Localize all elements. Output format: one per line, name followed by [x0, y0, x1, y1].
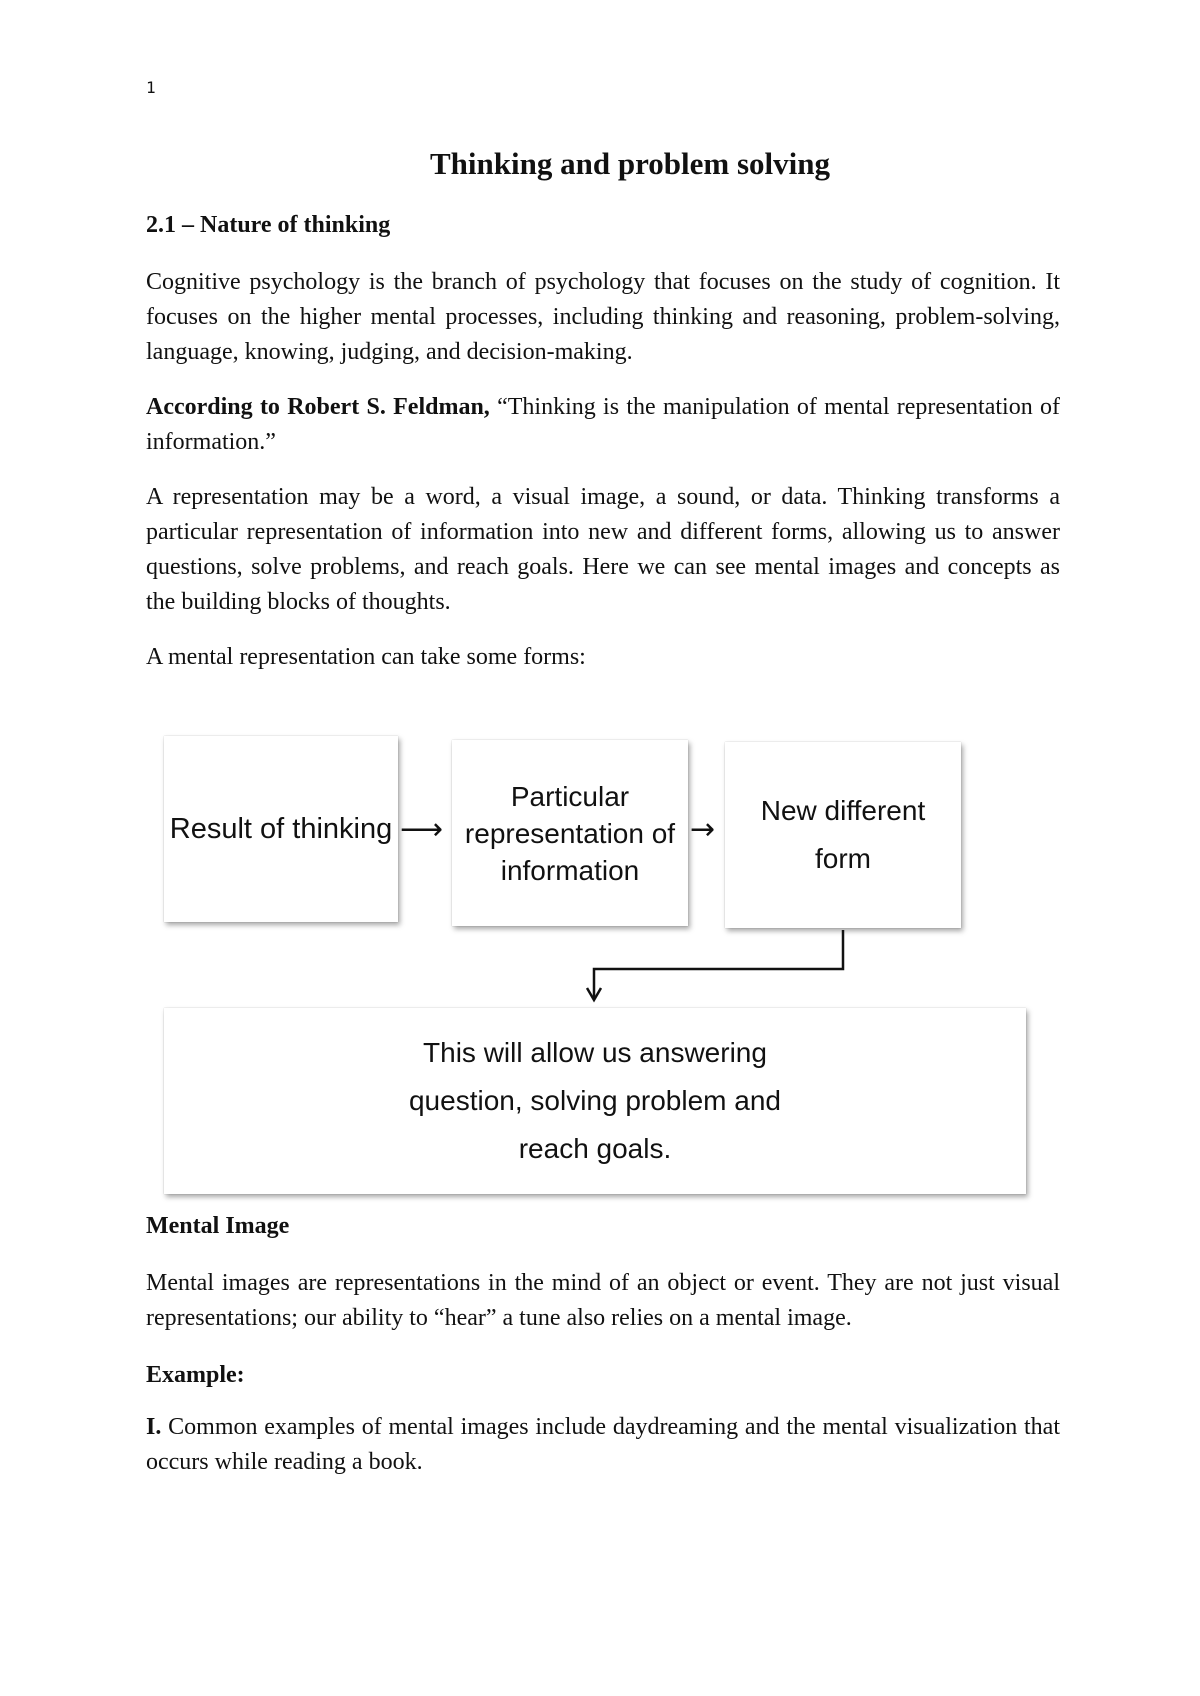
- mental-image-heading: Mental Image: [146, 1213, 290, 1239]
- diagram-box-particular-line-3: information: [500, 854, 640, 886]
- diagram-box-outcome: [164, 1008, 1026, 1194]
- page-title: Thinking and problem solving: [429, 146, 830, 181]
- page-number: 1: [146, 78, 156, 97]
- diagram-box-result-label: Result of thinking: [169, 812, 393, 845]
- paragraph-mental-image: Mental images are representations in the mind of an object or event. They are not just visual representations; our ability to “hear” a tune also relies on a mental image.: [146, 1270, 1060, 1331]
- arrow-right-icon: →: [690, 812, 716, 847]
- diagram-box-new-form-line-2: form: [815, 843, 871, 874]
- diagram-box-outcome-line-1: This will allow us answering: [423, 1037, 767, 1068]
- diagram-box-outcome-line-2: question, solving problem and: [408, 1085, 781, 1116]
- paragraph-representation: A representation may be a word, a visual image, a sound, or data. Thinking transforms a particular representation of information into new and different forms, allowing us to answer questions, solve problems, and reach goals. Here we can see mental images and concepts as the building blocks of thoughts.: [146, 484, 1060, 615]
- example-1-text: Common examples of mental images include daydreaming and the mental visualization that occurs while reading a book.: [146, 1414, 1060, 1475]
- example-heading: Example:: [146, 1362, 245, 1388]
- diagram-box-new-form-line-1: New different: [760, 795, 926, 826]
- example-1-label: I.: [146, 1414, 162, 1440]
- paragraph-example-1: [146, 1410, 1060, 1480]
- diagram-box-outcome-line-3: reach goals.: [518, 1133, 672, 1164]
- feldman-quote: “Thinking is the manipulation of mental representation of information.”: [146, 394, 1060, 455]
- paragraph-forms-intro: A mental representation can take some forms:: [146, 644, 586, 670]
- section-heading: 2.1 – Nature of thinking: [146, 212, 391, 238]
- diagram-box-particular-line-1: Particular: [510, 780, 630, 812]
- feldman-attribution: According to Robert S. Feldman,: [146, 394, 490, 420]
- diagram-box-particular-line-2: representation of: [464, 817, 676, 849]
- paragraph-cognitive-psychology: Cognitive psychology is the branch of psychology that focuses on the study of cognition. It focuses on the higher mental processes, including thinking and reasoning, problem-solving, language, knowing, judging, and decision-making.: [146, 269, 1060, 365]
- arrow-right-icon: ⟶: [400, 812, 444, 847]
